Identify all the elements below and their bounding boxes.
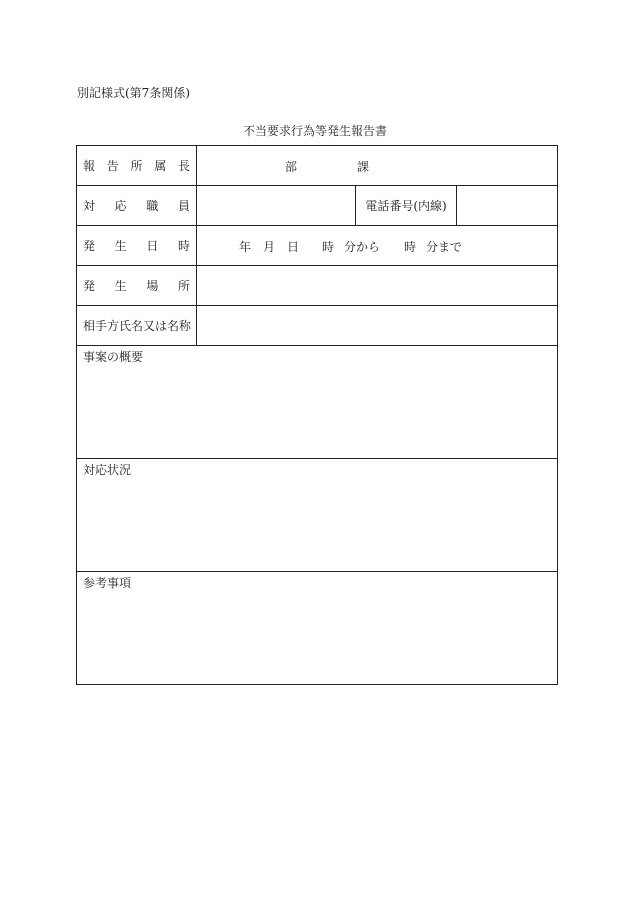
- reference-notes-area[interactable]: [77, 572, 558, 685]
- occurrence-datetime-field[interactable]: [197, 226, 558, 266]
- occurrence-datetime-label: 発 生 日 時: [77, 226, 197, 266]
- reporter-affiliation-row: [77, 146, 558, 186]
- case-summary-row: [77, 346, 558, 459]
- document-title: 不当要求行為等発生報告書: [242, 124, 387, 138]
- case-summary-label: 事案の概要: [83, 350, 144, 364]
- department-unit: 部: [285, 160, 298, 174]
- day-unit: 日: [287, 240, 300, 254]
- responding-staff-field[interactable]: [197, 186, 356, 226]
- response-status-label: 対応状況: [83, 463, 132, 477]
- month-unit: 月: [263, 240, 276, 254]
- reporter-affiliation-field[interactable]: [197, 146, 558, 186]
- counterpart-name-label: 相手方氏名又は名称: [77, 306, 197, 346]
- section-unit: 課: [357, 160, 370, 174]
- occurrence-place-row: [77, 266, 558, 306]
- reporter-affiliation-label: 報 告 所 属 長: [77, 146, 197, 186]
- phone-extension-field[interactable]: [457, 186, 558, 226]
- response-status-row: [77, 459, 558, 572]
- occurrence-datetime-row: [77, 226, 558, 266]
- occurrence-place-field[interactable]: [197, 266, 558, 306]
- start-hour-unit: 時: [322, 240, 335, 254]
- response-status-area[interactable]: [77, 459, 558, 572]
- counterpart-name-row: [77, 306, 558, 346]
- responding-staff-label: 対 応 職 員: [77, 186, 197, 226]
- end-hour-unit: 時: [404, 240, 417, 254]
- phone-extension-label: 電話番号(内線): [356, 186, 457, 226]
- year-unit: 年: [239, 240, 252, 254]
- counterpart-name-field[interactable]: [197, 306, 558, 346]
- report-form-table: [76, 145, 558, 685]
- end-minute-unit: 分まで: [426, 240, 463, 254]
- form-number: 別記様式(第7条関係): [77, 86, 190, 100]
- reference-notes-label: 参考事項: [83, 576, 132, 590]
- reference-notes-row: [77, 572, 558, 685]
- start-minute-unit: 分から: [344, 240, 381, 254]
- case-summary-area[interactable]: [77, 346, 558, 459]
- occurrence-place-label: 発 生 場 所: [77, 266, 197, 306]
- responding-staff-row: [77, 186, 558, 226]
